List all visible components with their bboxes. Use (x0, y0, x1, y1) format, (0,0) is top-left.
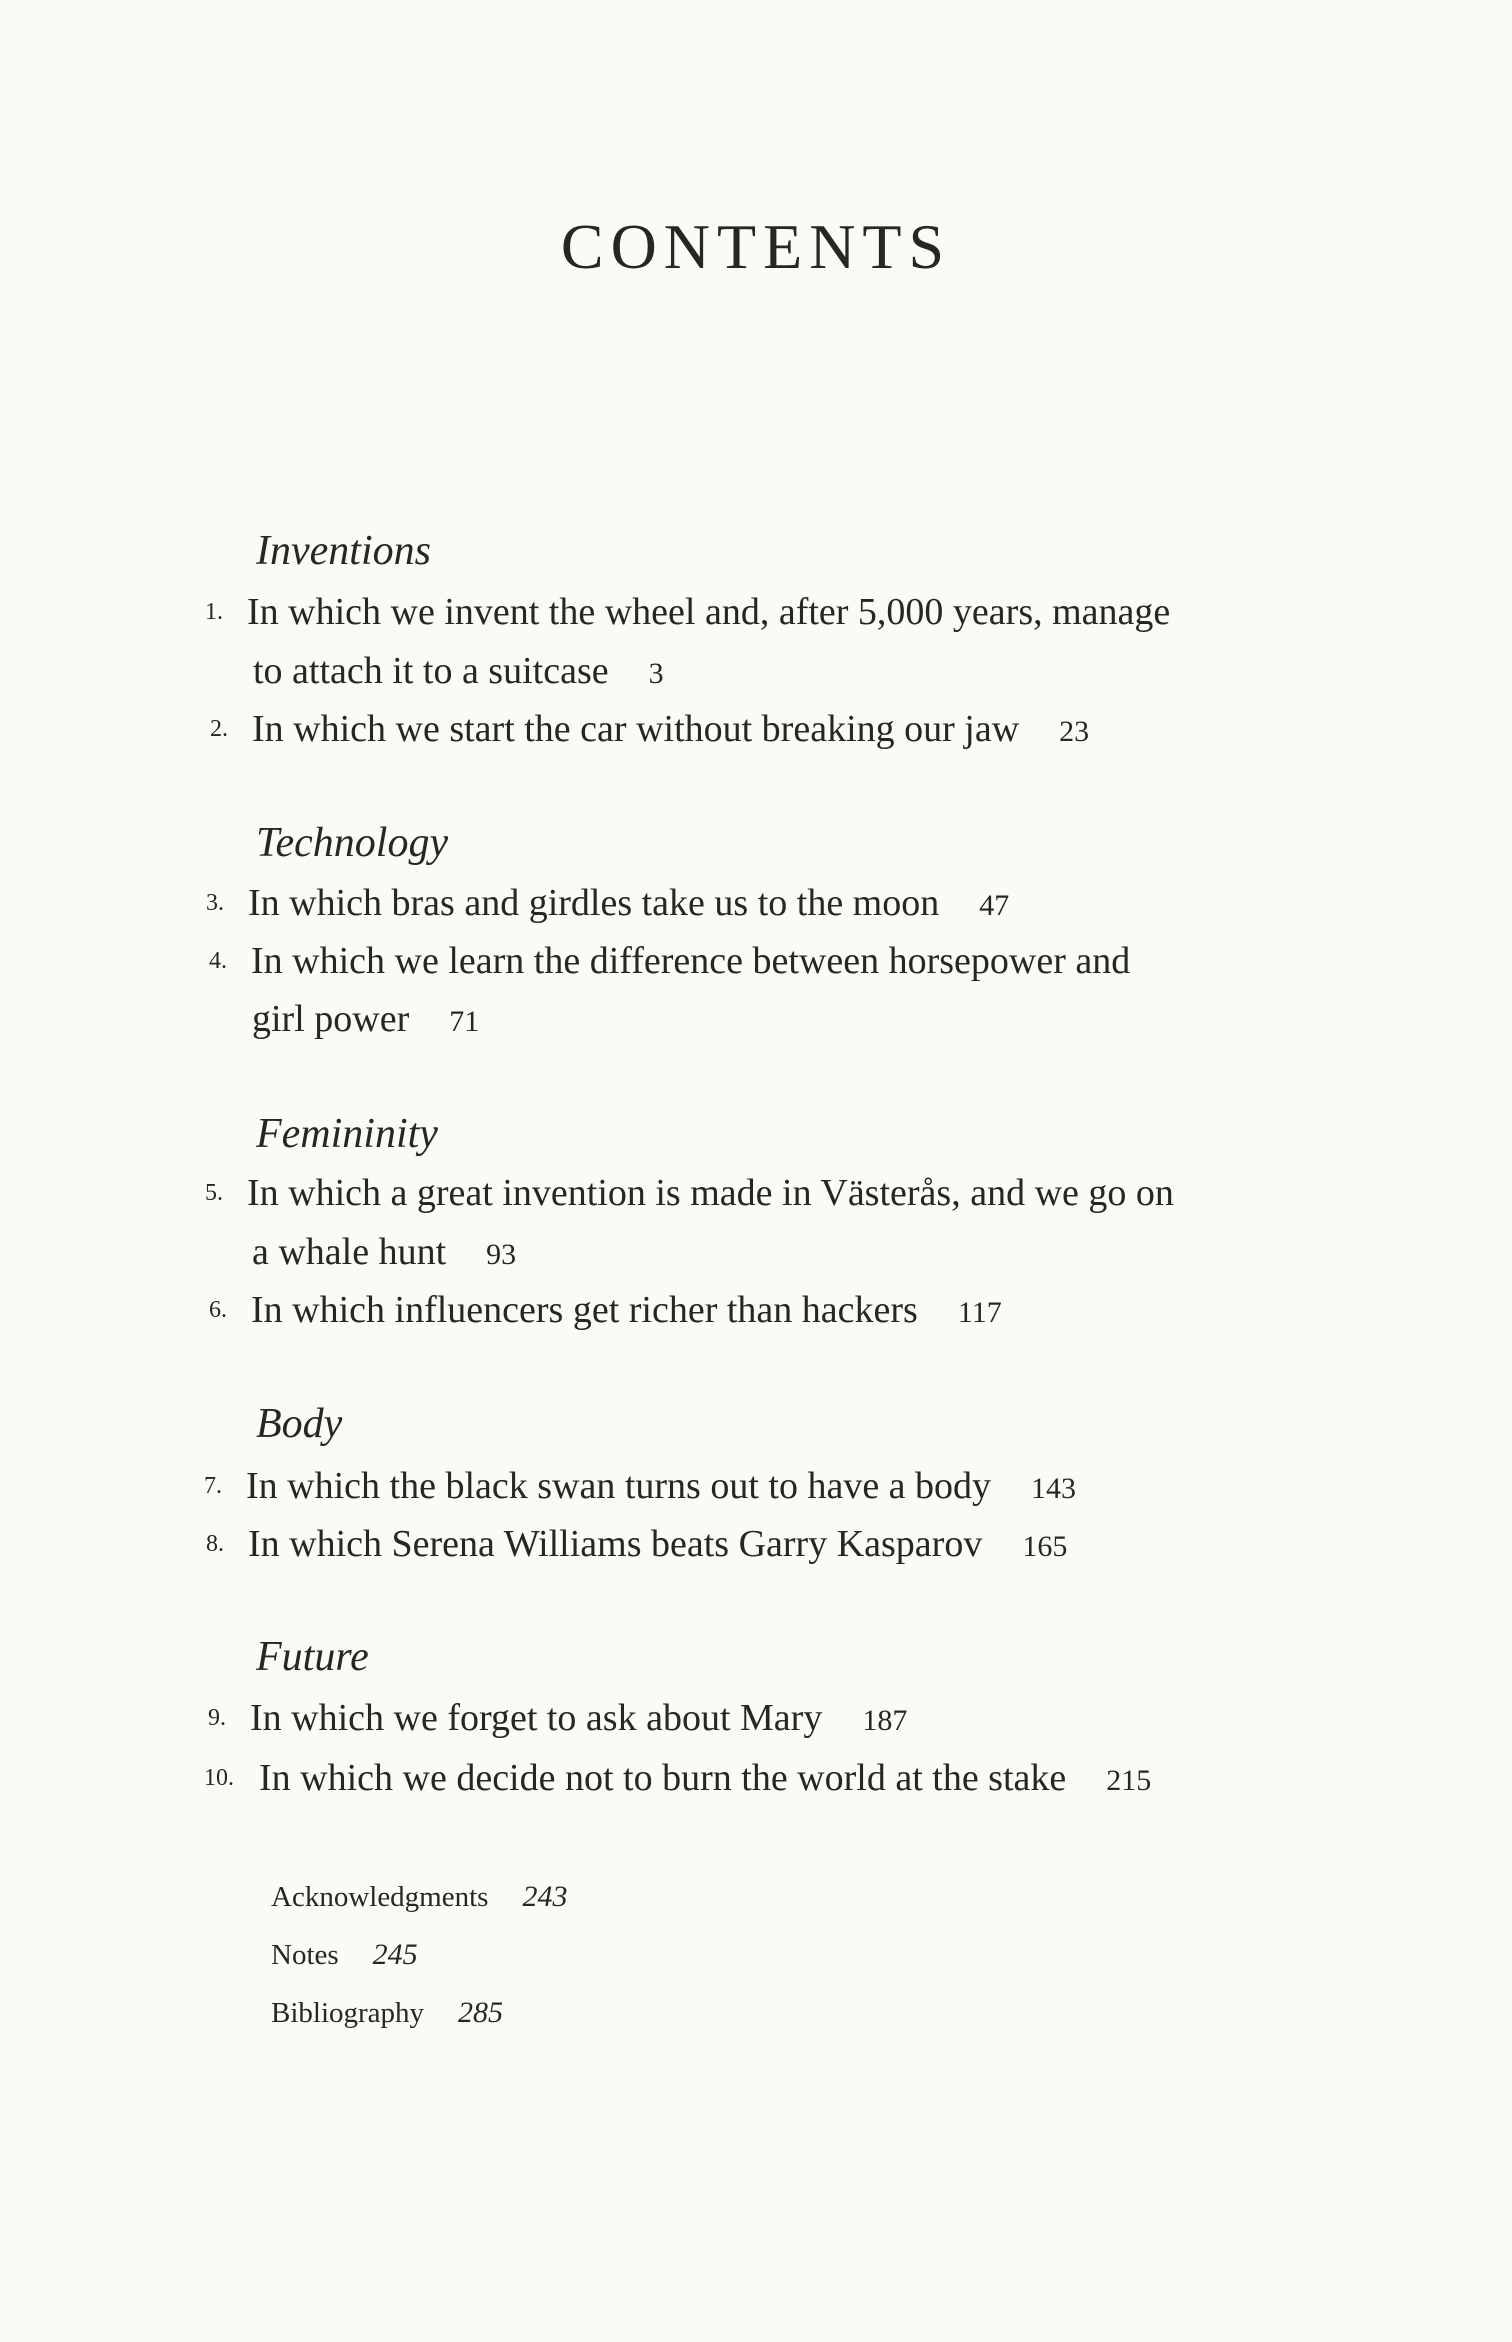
chapter-title: In which a great invention is made in Västerås, and we go on (247, 1172, 1174, 1214)
chapter-title: In which bras and girdles take us to the moon (248, 882, 940, 924)
chapter-number: 4. (209, 948, 227, 974)
chapter-number: 5. (205, 1180, 223, 1206)
toc-entry (205, 587, 1171, 637)
toc-entry (204, 1753, 1152, 1803)
chapter-number: 8. (206, 1531, 224, 1557)
page-number: 143 (1031, 1472, 1077, 1505)
toc-entry (205, 1168, 1174, 1218)
page-number: 243 (522, 1880, 568, 1913)
chapter-number: 1. (205, 599, 223, 625)
toc-entry (209, 1285, 1002, 1335)
page-number: 23 (1059, 715, 1090, 748)
page-number: 165 (1022, 1530, 1068, 1563)
chapter-number: 10. (204, 1765, 234, 1791)
page-number: 285 (458, 1996, 504, 2029)
back-matter-label: Bibliography (271, 1997, 425, 2029)
toc-entry (210, 704, 1090, 754)
chapter-title: In which we forget to ask about Mary (250, 1697, 823, 1739)
chapter-title: to attach it to a suitcase (253, 650, 609, 692)
section-heading: Technology (256, 820, 449, 866)
chapter-title: In which we start the car without breaking our jaw (252, 708, 1020, 750)
chapter-number: 7. (204, 1473, 222, 1499)
page-number: 215 (1106, 1764, 1152, 1797)
section-heading: Inventions (256, 528, 431, 574)
chapter-title: In which influencers get richer than hackers (251, 1289, 918, 1331)
toc-entry (209, 936, 1131, 986)
page-number: 245 (372, 1938, 418, 1971)
chapter-title: In which we invent the wheel and, after 5,000 years, manage (247, 591, 1171, 633)
page-number: 117 (957, 1296, 1002, 1329)
toc-entry (206, 1519, 1068, 1569)
chapter-number: 2. (210, 716, 228, 742)
toc-entry-continuation (252, 1227, 516, 1277)
back-matter-entry (271, 1933, 418, 1977)
chapter-number: 6. (209, 1297, 227, 1323)
chapter-title: In which we decide not to burn the world at the stake (259, 1757, 1067, 1799)
page-number: 71 (449, 1005, 480, 1038)
page-title: CONTENTS (560, 211, 952, 282)
toc-entry-continuation (252, 994, 479, 1044)
section-heading: Future (256, 1634, 369, 1680)
toc-entry-continuation (253, 646, 664, 696)
page-number: 93 (486, 1238, 517, 1271)
page-number: 187 (862, 1704, 908, 1737)
chapter-number: 9. (208, 1705, 226, 1731)
chapter-title: In which we learn the difference between horsepower and (251, 940, 1131, 982)
toc-entry (208, 1693, 908, 1743)
chapter-title: In which Serena Williams beats Garry Kasparov (248, 1523, 983, 1565)
chapter-number: 3. (206, 890, 224, 916)
back-matter-label: Acknowledgments (271, 1881, 489, 1913)
page-number: 3 (648, 657, 664, 690)
toc-entry (204, 1461, 1077, 1511)
back-matter-entry (271, 1991, 503, 2035)
page-number: 47 (979, 889, 1010, 922)
section-heading: Femininity (256, 1111, 438, 1157)
toc-entry (206, 878, 1010, 928)
back-matter-entry (271, 1875, 567, 1919)
chapter-title: In which the black swan turns out to have a body (246, 1465, 992, 1507)
chapter-title: girl power (252, 998, 410, 1040)
back-matter-label: Notes (271, 1939, 339, 1971)
section-heading: Body (256, 1401, 343, 1447)
chapter-title: a whale hunt (252, 1231, 447, 1273)
